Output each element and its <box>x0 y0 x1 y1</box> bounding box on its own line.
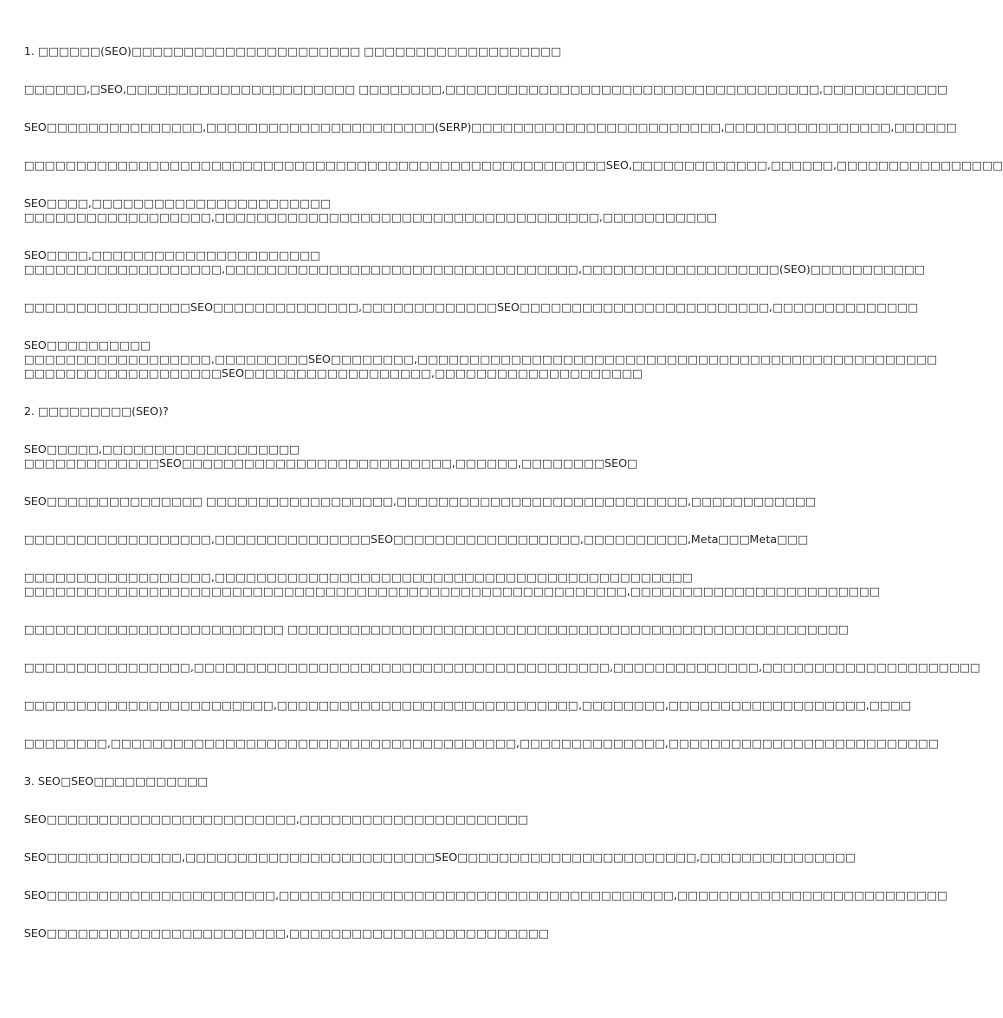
paragraph-line: SEO□□□□□□□□□□□□□,□□□□□□□□□□□□□□□□□□□□□□□□SEO□□□□□□□□□□□□□□□□□□□□□□□,□□□□□□□□□□□□□□□ <box>24 851 856 864</box>
paragraph-line: □□□□□□□□□□□□□□□□□□,□□□□□□□□□□□□□□□□□□□□□□□□□□□□□□□□□□□□□□□□□□□□□□ <box>24 571 693 584</box>
section-heading-1: 1. □□□□□□(SEO)□□□□□□□□□□□□□□□□□□□□□□ □□□□□□□□□□□□□□□□□□□ <box>24 45 562 58</box>
paragraph-line: □□□□□□□□□□□□□□□□□□,□□□□□□□□□□□□□□□SEO□□□□□□□□□□□□□□□□□□,□□□□□□□□□□,Meta□□□Meta□□□ <box>24 533 809 546</box>
paragraph-line: SEO□□□□□□□□□□□□□□□,□□□□□□□□□□□□□□□□□□□□□□(SERP)□□□□□□□□□□□□□□□□□□□□□□□□,□□□□□□□□□□□□□□□□,□□□□□□ <box>24 121 957 134</box>
paragraph-line: SEO□□□□□□□□□□□□□□□□□□□□□□,□□□□□□□□□□□□□□□□□□□□□□□□□□□□□□□□□□□□□□,□□□□□□□□□□□□□□□□□□□□□□□□□□ <box>24 889 948 902</box>
document-page <box>24 45 1003 941</box>
paragraph-line: □□□□□□□□□□□□□□□□□□□,□□□□□□□□□□□□□□□□□□□□□□□□□□□□□□□□□□,□□□□□□□□□□□□□□□□□□□(SEO)□□□□□□□□□□□ <box>24 263 925 276</box>
paragraph-line: □□□□□□□□,□□□□□□□□□□□□□□□□□□□□□□□□□□□□□□□□□□□□□□□,□□□□□□□□□□□□□□,□□□□□□□□□□□□□□□□□□□□□□□□□□ <box>24 737 939 750</box>
paragraph-line: □□□□□□,□SEO,□□□□□□□□□□□□□□□□□□□□□□ □□□□□□□□,□□□□□□□□□□□□□□□□□□□□□□□□□□□□□□□□□□□□,□□□□□□□□□□□□ <box>24 83 948 96</box>
paragraph-line: SEO□□□□□□□□□□ <box>24 339 151 352</box>
paragraph-line: □□□□□□□□□□□□□□□□□□□□□□□□□ □□□□□□□□□□□□□□□□□□□□□□□□□□□□□□□□□□□□□□□□□□□□□□□□□□□□□□ <box>24 623 849 636</box>
paragraph-line: SEO□□□□□□□□□□□□□□□□□□□□□□□□,□□□□□□□□□□□□□□□□□□□□□□ <box>24 813 529 826</box>
paragraph-line: □□□□□□□□□□□□□□□□□□,□□□□□□□□□SEO□□□□□□□□,□□□□□□□□□□□□□□□□□□□□□□□□□□□□□□□□□□□□□□□□□□□□□□□□□□ <box>24 353 937 366</box>
section-heading-2: 2. □□□□□□□□□(SEO)? <box>24 405 169 418</box>
paragraph-line: □□□□□□□□□□□□□□□□□□□□□□□□□□□□□□□□□□□□□□□□□□□□□□□□□□□□□□□□□□,□□□□□□□□□□□□□□□□□□□□□□□□ <box>24 585 880 598</box>
section-heading-3: 3. SEO□SEO□□□□□□□□□□□ <box>24 775 208 788</box>
paragraph-line: SEO□□□□,□□□□□□□□□□□□□□□□□□□□□□□ <box>24 197 331 210</box>
paragraph-line: □□□□□□□□□□□□□□□□□□□SEO□□□□□□□□□□□□□□□□□□,□□□□□□□□□□□□□□□□□□□□ <box>24 367 643 380</box>
paragraph-line: □□□□□□□□□□□□□□□□□□□□□□□□□□□□□□□□□□□□□□□□□□□□□□□□□□□□□□□□SEO,□□□□□□□□□□□□□,□□□□□□,□□□□□□□□□□□□□□□□ <box>24 159 1003 172</box>
paragraph-line: □□□□□□□□□□□□□□□□SEO□□□□□□□□□□□□□□,□□□□□□□□□□□□□SEO□□□□□□□□□□□□□□□□□□□□□□□□,□□□□□□□□□□□□□□ <box>24 301 919 314</box>
paragraph-line: SEO□□□□□□□□□□□□□□□ □□□□□□□□□□□□□□□□□□,□□□□□□□□□□□□□□□□□□□□□□□□□□□□,□□□□□□□□□□□□ <box>24 495 816 508</box>
paragraph-line: □□□□□□□□□□□□□□□□□□□□□□□□,□□□□□□□□□□□□□□□□□□□□□□□□□□□□□,□□□□□□□□,□□□□□□□□□□□□□□□□□□□,□□□□ <box>24 699 912 712</box>
paragraph-line: □□□□□□□□□□□□□SEO□□□□□□□□□□□□□□□□□□□□□□□□□□,□□□□□□,□□□□□□□□SEO□ <box>24 457 638 470</box>
paragraph-line: SEO□□□□,□□□□□□□□□□□□□□□□□□□□□□ <box>24 249 321 262</box>
paragraph-line: □□□□□□□□□□□□□□□□,□□□□□□□□□□□□□□□□□□□□□□□□□□□□□□□□□□□□□□□□,□□□□□□□□□□□□□□,□□□□□□□□□□□□□□□□□□□□□ <box>24 661 981 674</box>
paragraph-line: SEO□□□□□□□□□□□□□□□□□□□□□□□,□□□□□□□□□□□□□□□□□□□□□□□□□ <box>24 927 549 940</box>
paragraph-line: SEO□□□□□,□□□□□□□□□□□□□□□□□□□ <box>24 443 300 456</box>
paragraph-line: □□□□□□□□□□□□□□□□□□,□□□□□□□□□□□□□□□□□□□□□□□□□□□□□□□□□□□□□,□□□□□□□□□□□ <box>24 211 717 224</box>
